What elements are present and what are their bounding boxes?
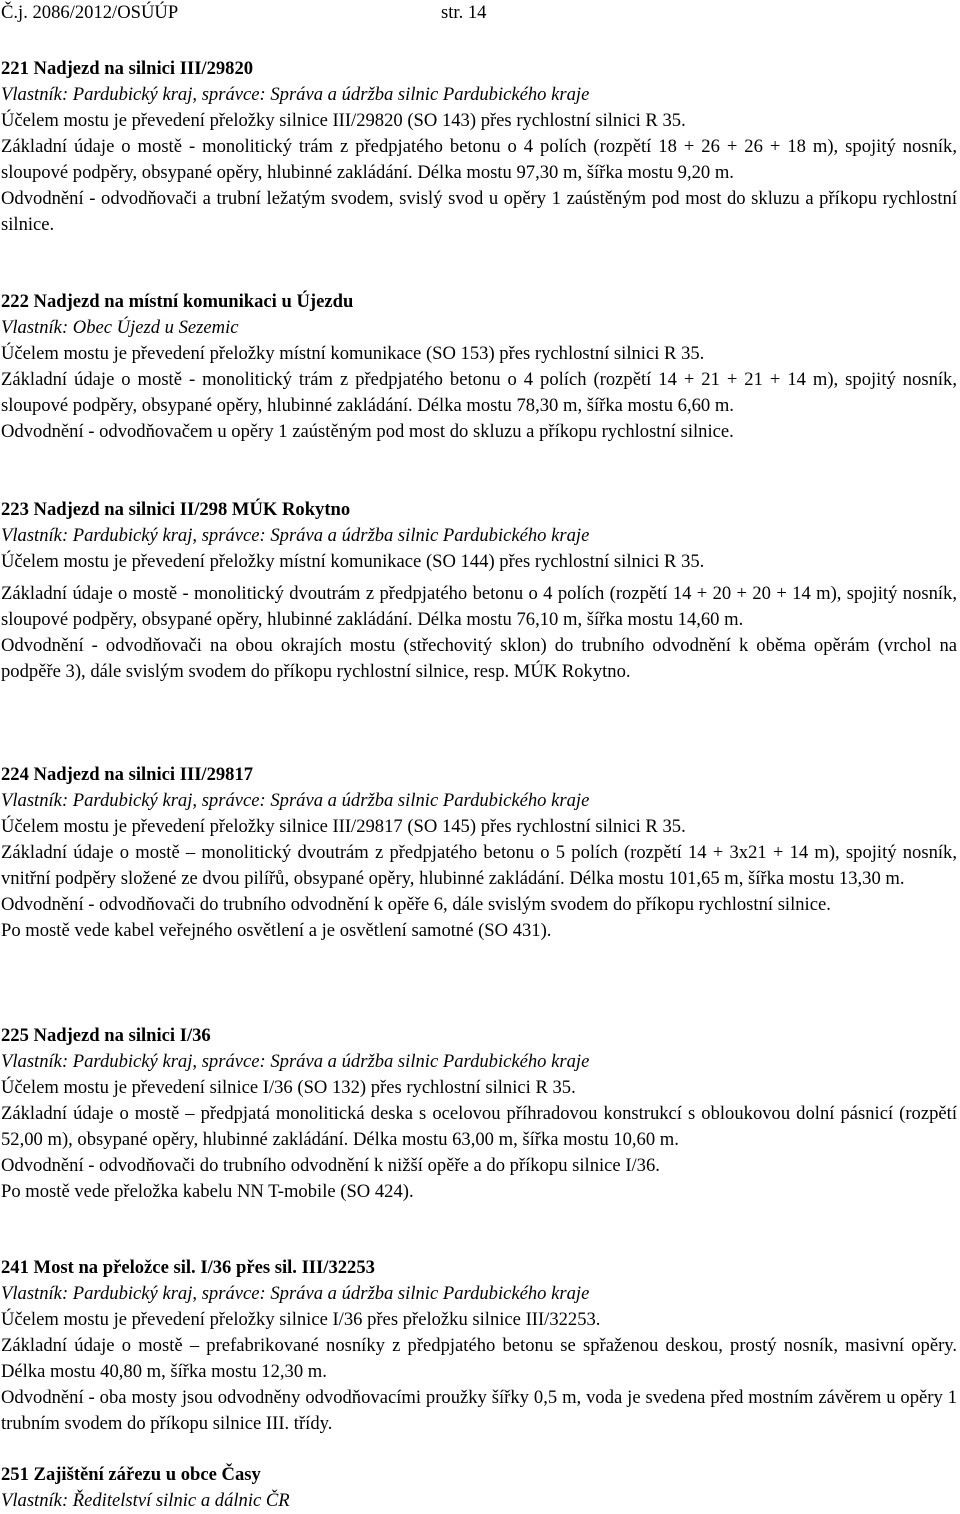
section-basic-data: Základní údaje o mostě – prefabrikované nosníky z předpjatého betonu se spřaženou deskou, prostý nosník, masivní opěry. Délka mostu 40,80 m, šířka mostu 12,30 m. (1, 1335, 957, 1382)
section-224 (1, 762, 957, 944)
section-basic-data: Základní údaje o mostě - monolitický dvoutrám z předpjatého betonu o 4 polích (rozpětí 14 + 20 + 20 + 14 m), spojitý nosník, sloupové podpěry, obsypané opěry, hlubinné zakládání. Délka mostu 76,10 m, šířka mostu 14,60 m. (1, 583, 957, 630)
section-purpose: Účelem mostu je převedení přeložky místní komunikace (SO 153) přes rychlostní silnici R 35. (1, 343, 705, 364)
section-drainage: Odvodnění - odvodňovači a trubní ležatým svodem, svislý svod u opěry 1 zaústěným pod most do skluzu a příkopu rychlostní silnice. (1, 188, 957, 235)
section-basic-data: Základní údaje o mostě – předpjatá monolitická deska s ocelovou příhradovou konstrukcí s obloukovou dolní pásnicí (rozpětí 52,00 m), obsypané opěry, hlubinné zakládání. Délka mostu 63,00 m, šířka mostu 10,60 m. (1, 1103, 957, 1150)
section-title: 225 Nadjezd na silnici I/36 (1, 1025, 211, 1046)
section-owner: Vlastník: Pardubický kraj, správce: Správa a údržba silnic Pardubického kraje (1, 1051, 590, 1072)
section-basic-data: Základní údaje o mostě - monolitický trám z předpjatého betonu o 4 polích (rozpětí 14 + 21 + 21 + 14 m), spojitý nosník, sloupové podpěry, obsypané opěry, hlubinné zakládání. Délka mostu 78,30 m, šířka mostu 6,60 m. (1, 369, 957, 416)
section-222 (1, 289, 957, 445)
section-basic-data: Základní údaje o mostě – monolitický dvoutrám z předpjatého betonu o 5 polích (rozpětí 14 + 3x21 + 14 m), spojitý nosník, vnitřní podpěry složené ze dvou pilířů, obsypané opěry, hlubinné zakládání. Délka mostu 101,65 m, šířka mostu 13,30 m. (1, 842, 957, 889)
section-title: 251 Zajištění zářezu u obce Časy (1, 1464, 261, 1485)
reference-number: Č.j. 2086/2012/OSÚÚP (1, 2, 179, 23)
section-extra-note: Po mostě vede přeložka kabelu NN T-mobile (SO 424). (1, 1181, 414, 1202)
section-title: 222 Nadjezd na místní komunikaci u Újezdu (1, 291, 354, 312)
page-header (1, 0, 487, 26)
section-purpose: Účelem mostu je převedení silnice I/36 (SO 132) přes rychlostní silnici R 35. (1, 1077, 576, 1098)
section-extra-note: Po mostě vede kabel veřejného osvětlení a je osvětlení samotné (SO 431). (1, 920, 552, 941)
section-owner: Vlastník: Obec Újezd u Sezemic (1, 317, 239, 338)
section-drainage: Odvodnění - odvodňovači na obou okrajích mostu (střechovitý sklon) do trubního odvodnění k oběma opěrám (vrchol na podpěře 3), dále svislým svodem do příkopu rychlostní silnice, resp. MÚK Rokytno. (1, 635, 957, 682)
section-title: 223 Nadjezd na silnici II/298 MÚK Rokytno (1, 499, 351, 520)
section-owner: Vlastník: Pardubický kraj, správce: Správa a údržba silnic Pardubického kraje (1, 790, 590, 811)
section-drainage: Odvodnění - oba mosty jsou odvodněny odvodňovacími proužky šířky 0,5 m, voda je svedena před mostním závěrem u opěry 1 trubním svodem do příkopu silnice III. třídy. (1, 1387, 957, 1434)
section-owner: Vlastník: Pardubický kraj, správce: Správa a údržba silnic Pardubického kraje (1, 1283, 590, 1304)
section-title: 241 Most na přeložce sil. I/36 přes sil. III/32253 (1, 1257, 375, 1278)
section-purpose: Účelem mostu je převedení přeložky silnice III/29817 (SO 145) přes rychlostní silnici R 35. (1, 816, 686, 837)
section-221 (1, 56, 957, 238)
section-purpose: Účelem mostu je převedení přeložky silnice I/36 přes přeložku silnice III/32253. (1, 1309, 601, 1330)
section-purpose: Účelem mostu je převedení přeložky místní komunikace (SO 144) přes rychlostní silnici R 35. (1, 551, 705, 572)
section-223 (1, 497, 957, 685)
section-drainage: Odvodnění - odvodňovači do trubního odvodnění k nižší opěře a do příkopu silnice I/36. (1, 1155, 660, 1176)
section-241 (1, 1255, 957, 1437)
section-owner: Vlastník: Ředitelství silnic a dálnic ČR (1, 1490, 290, 1511)
section-225 (1, 1023, 957, 1205)
section-drainage: Odvodnění - odvodňovačem u opěry 1 zaústěným pod most do skluzu a příkopu rychlostní silnice. (1, 421, 734, 442)
section-title: 224 Nadjezd na silnici III/29817 (1, 764, 254, 785)
section-title: 221 Nadjezd na silnici III/29820 (1, 58, 254, 79)
section-owner: Vlastník: Pardubický kraj, správce: Správa a údržba silnic Pardubického kraje (1, 84, 590, 105)
section-purpose: Účelem mostu je převedení přeložky silnice III/29820 (SO 143) přes rychlostní silnici R 35. (1, 110, 686, 131)
section-drainage: Odvodnění - odvodňovači do trubního odvodnění k opěře 6, dále svislým svodem do příkopu rychlostní silnice. (1, 894, 831, 915)
section-251 (1, 1462, 957, 1514)
page-number: str. 14 (441, 2, 487, 23)
section-owner: Vlastník: Pardubický kraj, správce: Správa a údržba silnic Pardubického kraje (1, 525, 590, 546)
section-basic-data: Základní údaje o mostě - monolitický trám z předpjatého betonu o 4 polích (rozpětí 18 + 26 + 26 + 18 m), spojitý nosník, sloupové podpěry, obsypané opěry, hlubinné zakládání. Délka mostu 97,30 m, šířka mostu 9,20 m. (1, 136, 957, 183)
